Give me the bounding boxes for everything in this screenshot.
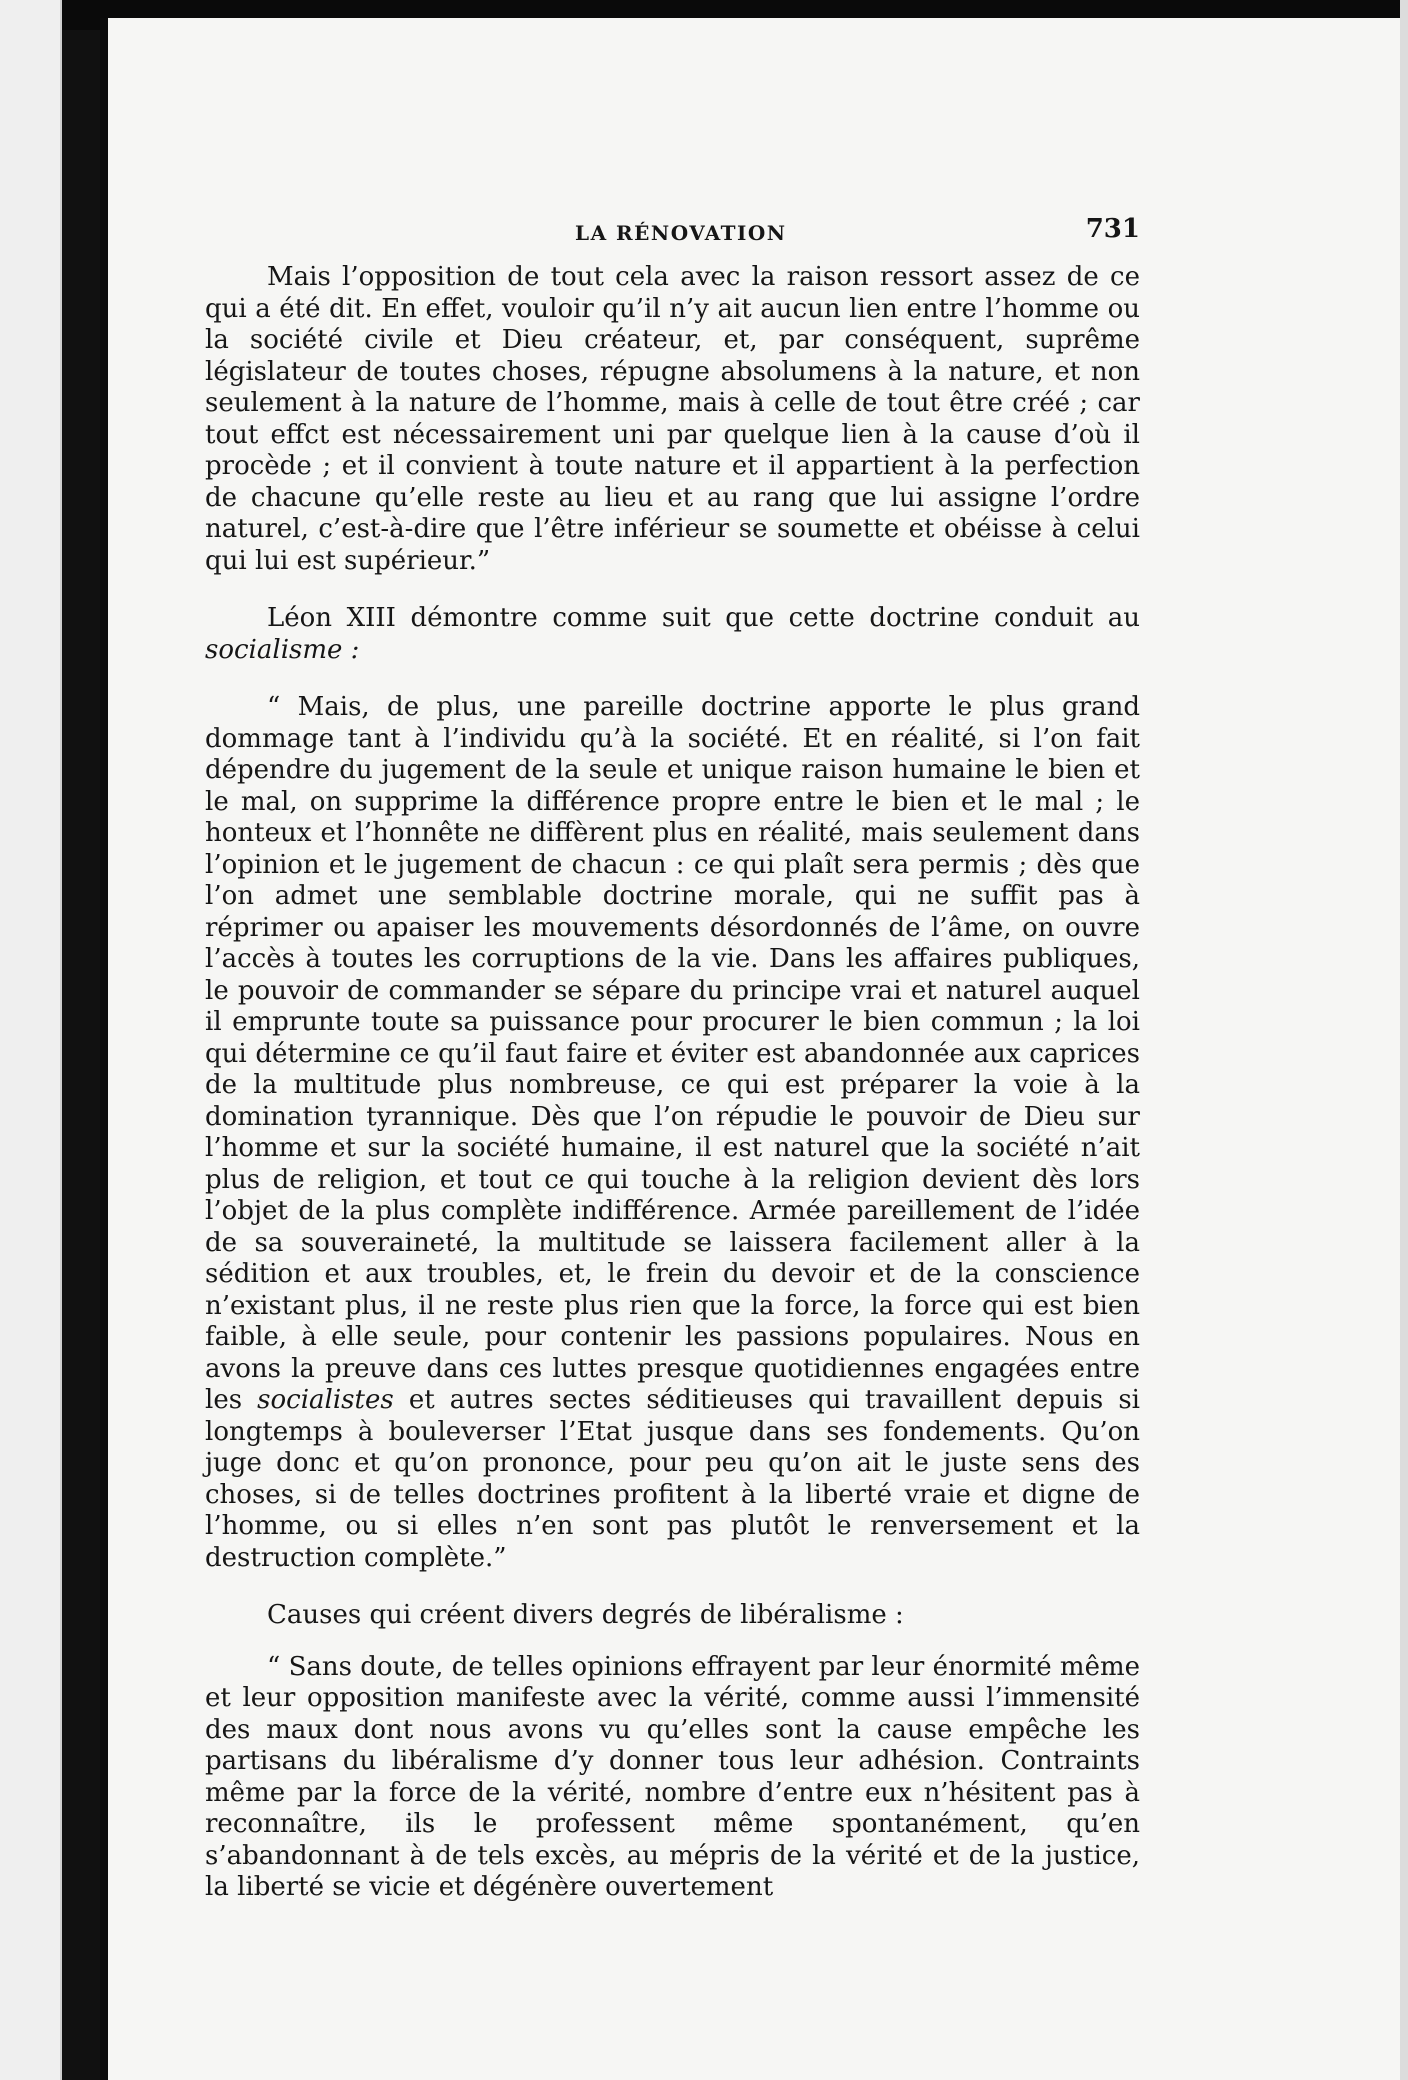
paragraph-5: “ Sans doute, de telles opinions effrayent par leur énormité même et leur opposition manifeste avec la vérité, comme aussi l’immensité des maux dont nous avons vu qu’elles sont la cause empêche les partisans du libéralisme d’y donner tous leur adhésion. Contraints même par la force de la vérité, nombre d’entre eux n’hésitent pas à reconnaître, ils le professent même spontanément, qu’en s’abandonnant à de tels excès, au mépris de la vérité et de la justice, la liberté se vicie et dégénère ouvertement xyxy=(205,1651,1140,1902)
running-head xyxy=(205,212,1140,262)
paragraph-2 xyxy=(205,603,1140,666)
page-number: 731 xyxy=(1085,214,1140,244)
paragraph-2-italic: socialisme : xyxy=(205,634,360,665)
paragraph-3 xyxy=(205,692,1140,1574)
facing-page-edge xyxy=(0,0,62,2080)
paragraph-4: Causes qui créent divers degrés de libéralisme : xyxy=(267,1600,904,1630)
paragraph-3-text-a: “ Mais, de plus, une pareille doctrine apporte le plus grand dommage tant à l’individu qu’à la société. Et en réalité, si l’on fait dépendre du jugement de la seule et unique raison humaine le bien et le mal, on supprime la différence propre entre le bien et le mal ; le honteux et l’honnête ne diffèrent plus en réalité, mais seulement dans l’opinion et le jugement de chacun : ce qui plaît sera permis ; dès que l’on admet une semblable doctrine morale, qui ne suffit pas à réprimer ou apaiser les mouvements désordonnés de l’âme, on ouvre l’accès à toutes les corruptions de la vie. Dans les affaires publiques, le pouvoir de commander se sépare du principe vrai et naturel auquel il emprunte toute sa puissance pour procurer le bien commun ; la loi qui détermine ce qu’il faut faire et éviter est abandonnée aux caprices de la multitude plus nombreuse, ce qui est préparer la voie à la domination tyrannique. Dès que l’on répudie le pouvoir de Dieu sur l’homme et sur la société humaine, il est naturel que la société n’ait plus de religion, et tout ce qui touche à la religion devient dès lors l’objet de la plus complète indifférence. Armée pareillement de l’idée de sa souveraineté, la multitude se laissera facilement aller à la sédition et aux troubles, et, le frein du devoir et de la conscience n’existant plus, il ne reste plus rien que la force, la force qui est bien faible, à elle seule, pour contenir les passions populaires. Nous en avons la preuve dans ces luttes presque quotidiennes engagées entre les xyxy=(205,692,1140,1415)
scan-right-edge xyxy=(1400,0,1408,2080)
paragraph-3-text-b: et autres sectes séditieuses qui travaillent depuis si longtemps à bouleverser l’Etat jusque dans ses fondements. Qu’on juge donc et qu’on prononce, pour peu qu’on ait le juste sens des choses, si de telles doctrines profitent à la liberté vraie et digne de l’homme, ou si elles n’en sont pas plutôt le renversement et la destruction complète.” xyxy=(205,1385,1140,1573)
page-content xyxy=(205,212,1140,1904)
running-title: LA RÉNOVATION xyxy=(575,221,787,245)
paragraph-3-italic: socialistes xyxy=(257,1385,394,1415)
paragraph-1: Mais l’opposition de tout cela avec la raison ressort assez de ce qui a été dit. En effet, vouloir qu’il n’y ait aucun lien entre l’homme ou la société civile et Dieu créateur, et, par conséquent, suprême législateur de toutes choses, répugne absolumens à la nature, et non seulement à la nature de l’homme, mais à celle de tout être créé ; car tout effct est nécessairement uni par quelque lien à la cause d’où il procède ; et il convient à toute nature et il appartient à la perfection de chacune qu’elle reste au lieu et au rang que lui assigne l’ordre naturel, c’est-à-dire que l’être inférieur se soumette et obéisse à celui qui lui est supérieur.” xyxy=(205,262,1140,576)
paragraph-2-text: Léon XIII démontre comme suit que cette doctrine conduit au xyxy=(267,603,1140,633)
